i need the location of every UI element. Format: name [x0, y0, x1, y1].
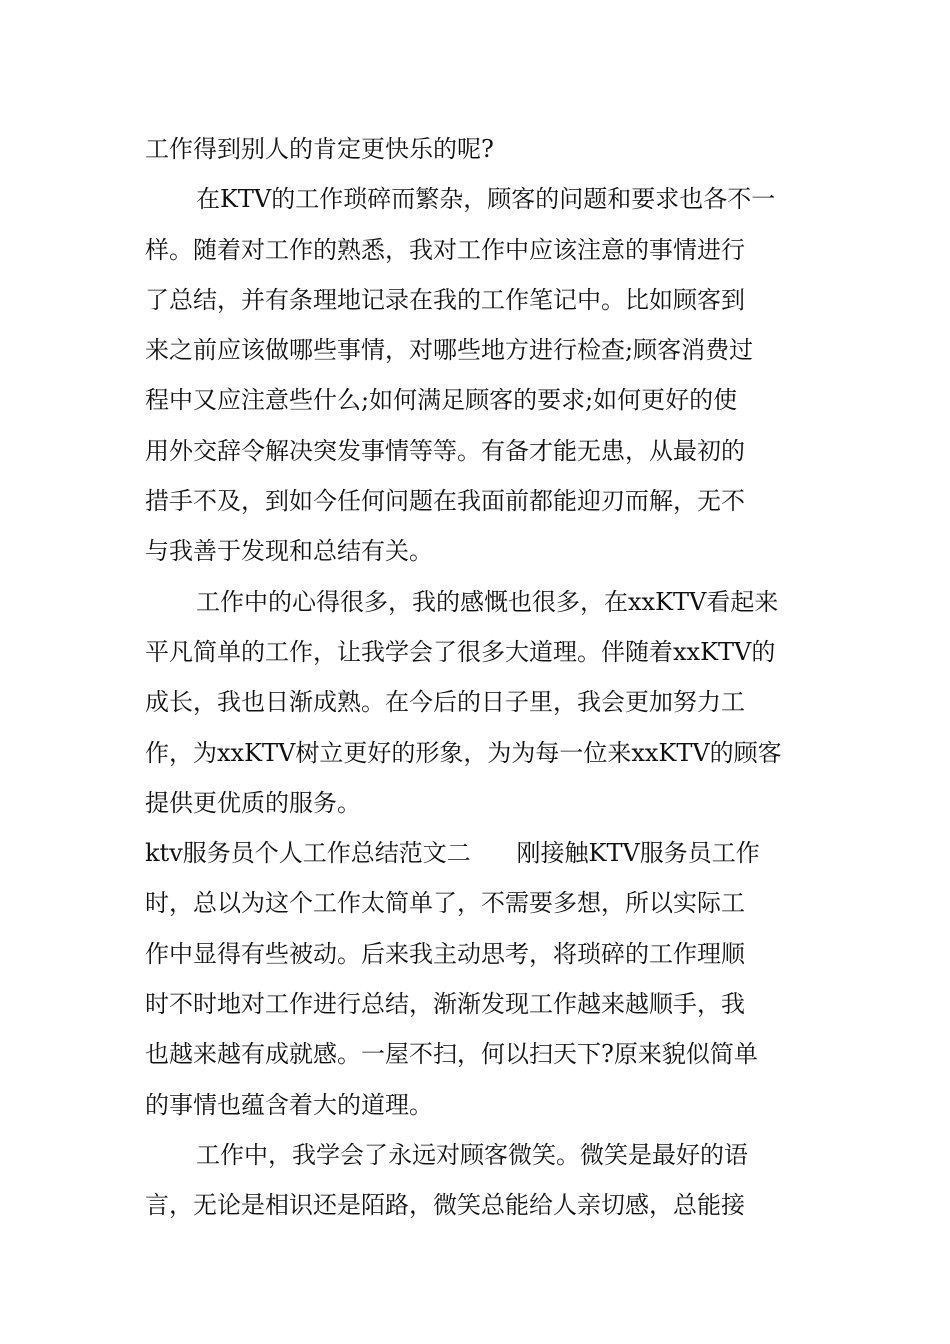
text-line: 程中又应注意些什么;如何满足顾客的要求;如何更好的使	[145, 386, 738, 415]
text-line: 用外交辞令解决突发事情等等。有备才能无患，从最初的	[145, 436, 745, 465]
text-line: 的事情也蕴含着大的道理。	[145, 1090, 433, 1119]
text-line: 作中显得有些被动。后来我主动思考，将琐碎的工作理顺	[145, 939, 745, 968]
paragraph-first-line: 在KTV的工作琐碎而繁杂，顾客的问题和要求也各不一	[196, 185, 776, 214]
text-line: 了总结，并有条理地记录在我的工作笔记中。比如顾客到	[145, 285, 745, 314]
text-line: 与我善于发现和总结有关。	[145, 537, 433, 566]
paragraph-first-line: 工作中，我学会了永远对顾客微笑。微笑是最好的语	[196, 1140, 748, 1169]
text-line: 工作得到别人的肯定更快乐的呢?	[145, 135, 494, 163]
text-line: 样。随着对工作的熟悉，我对工作中应该注意的事情进行	[145, 235, 745, 264]
text-line: 言，无论是相识还是陌路，微笑总能给人亲切感，总能接	[145, 1191, 745, 1220]
text-line: 也越来越有成就感。一屋不扫，何以扫天下?原来貌似简单	[145, 1040, 758, 1069]
document-body	[145, 124, 810, 1231]
section-heading-line: ktv服务员个人工作总结范文二 刚接触KTV服务员工作	[145, 839, 760, 868]
text-line: 提供更优质的服务。	[145, 788, 361, 817]
text-line: 时不时地对工作进行总结，渐渐发现工作越来越顺手，我	[145, 990, 745, 1019]
text-line: 平凡简单的工作，让我学会了很多大道理。伴随着xxKTV的	[145, 637, 776, 666]
text-line: 来之前应该做哪些事情，对哪些地方进行检查;顾客消费过	[145, 336, 754, 365]
text-line: 措手不及，到如今任何问题在我面前都能迎刃而解，无不	[145, 487, 745, 516]
paragraph-first-line: 工作中的心得很多，我的感慨也很多，在xxKTV看起来	[196, 587, 779, 616]
text-line: 时，总以为这个工作太简单了，不需要多想，所以实际工	[145, 889, 745, 918]
text-line: 作，为xxKTV树立更好的形象，为为每一位来xxKTV的顾客	[145, 738, 782, 767]
text-line: 成长，我也日渐成熟。在今后的日子里，我会更加努力工	[145, 688, 745, 717]
